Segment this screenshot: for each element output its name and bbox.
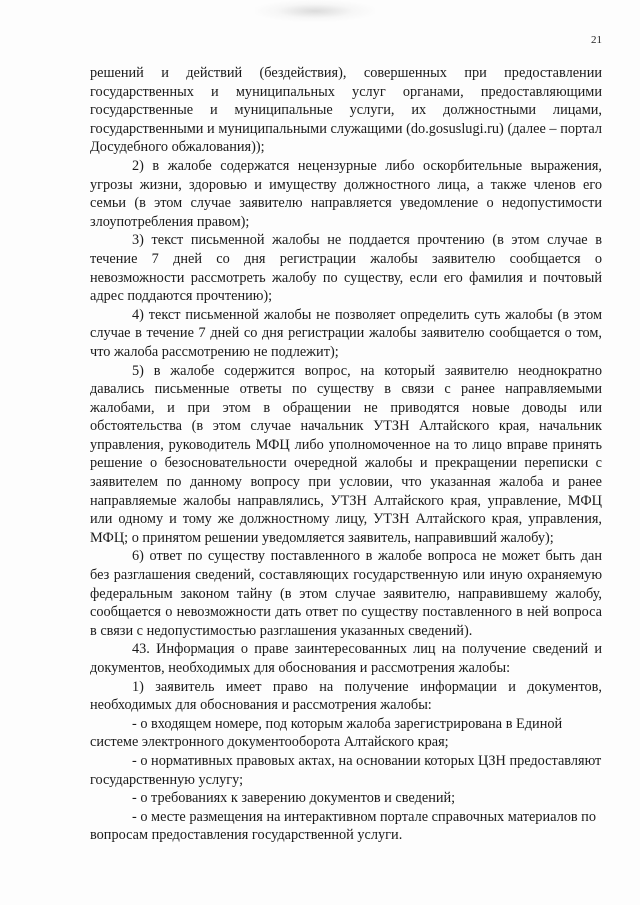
scan-smudge: [255, 0, 375, 22]
bullet-reference-materials: - о месте размещения на интерактивном портале справочных материалов по вопросам предоставления государственной услуги.: [90, 808, 596, 844]
paragraph-item-4: 4) текст письменной жалобы не позволяет определить суть жалобы (в этом случае в течение 7 дней со дня регистрации жалобы заявителю сообщается о том, что жалоба рассмотрению не подлежит);: [90, 306, 602, 360]
document-body: [90, 64, 602, 845]
bullet-incoming-number: - о входящем номере, под которым жалоба зарегистрирована в Единой системе электронного документооборота Алтайского края;: [90, 715, 563, 751]
paragraph-portal-continuation: решений и действий (бездействия), совершенных при предоставлении государственных и муниципальных услуг органами, предоставляющими государственные и муниципальные услуги, их должностными лицами, государственными и муниципальными служащими (do.gosuslugi.ru) (далее – портал Досудебного обжалования));: [90, 65, 602, 156]
bullet-certification-requirements: - о требованиях к заверению документов и сведений;: [132, 790, 456, 807]
bullet-normative-acts: - о нормативных правовых актах, на основании которых ЦЗН предоставляют государственную услугу;: [90, 752, 602, 788]
paragraph-item-2: 2) в жалобе содержатся нецензурные либо оскорбительные выражения, угрозы жизни, здоровью и имуществу должностного лица, а также членов его семьи (в этом случае заявителю направляется уведомление о недопустимости злоупотребления правом);: [90, 157, 602, 230]
page-number: 21: [591, 34, 602, 46]
paragraph-item-5: 5) в жалобе содержится вопрос, на который заявителю неоднократно давались письменные ответы по существу в связи с ранее направляемыми жалобами, и при этом в обращении не приводятся новые доводы или обстоятельства (в этом случае начальник УТЗН Алтайского края, начальник управления, руководитель МФЦ либо уполномоченное на то лицо вправе принять решение о безосновательности очередной жалобы и прекращении переписки с заявителем по данному вопросу при условии, что указанная жалоба и ранее направляемые жалобы направлялись, УТЗН Алтайского края, управление, МФЦ или одному и тому же должностному лицу, УТЗН Алтайского края, управления, МФЦ; о принятом решении уведомляется заявитель, направивший жалобу);: [90, 362, 602, 546]
paragraph-section-43: 43. Информация о праве заинтересованных лиц на получение сведений и документов, необходимых для обоснования и рассмотрения жалобы:: [90, 641, 602, 676]
paragraph-43-item-1: 1) заявитель имеет право на получение информации и документов, необходимых для обоснования и рассмотрения жалобы:: [90, 678, 602, 714]
paragraph-item-3: 3) текст письменной жалобы не поддается прочтению (в этом случае в течение 7 дней со дня регистрации жалобы заявителю сообщается о невозможности рассмотреть жалобу по существу, если его фамилия и почтовый адрес поддаются прочтению);: [90, 232, 602, 305]
paragraph-item-6: 6) ответ по существу поставленного в жалобе вопроса не может быть дан без разглашения сведений, составляющих государственную или иную охраняемую федеральным законом тайну (в этом случае заявителю, направившему жалобу, сообщается о невозможности дать ответ по существу поставленного в ней вопроса в связи с недопустимостью разглашения указанных сведений).: [90, 548, 602, 639]
